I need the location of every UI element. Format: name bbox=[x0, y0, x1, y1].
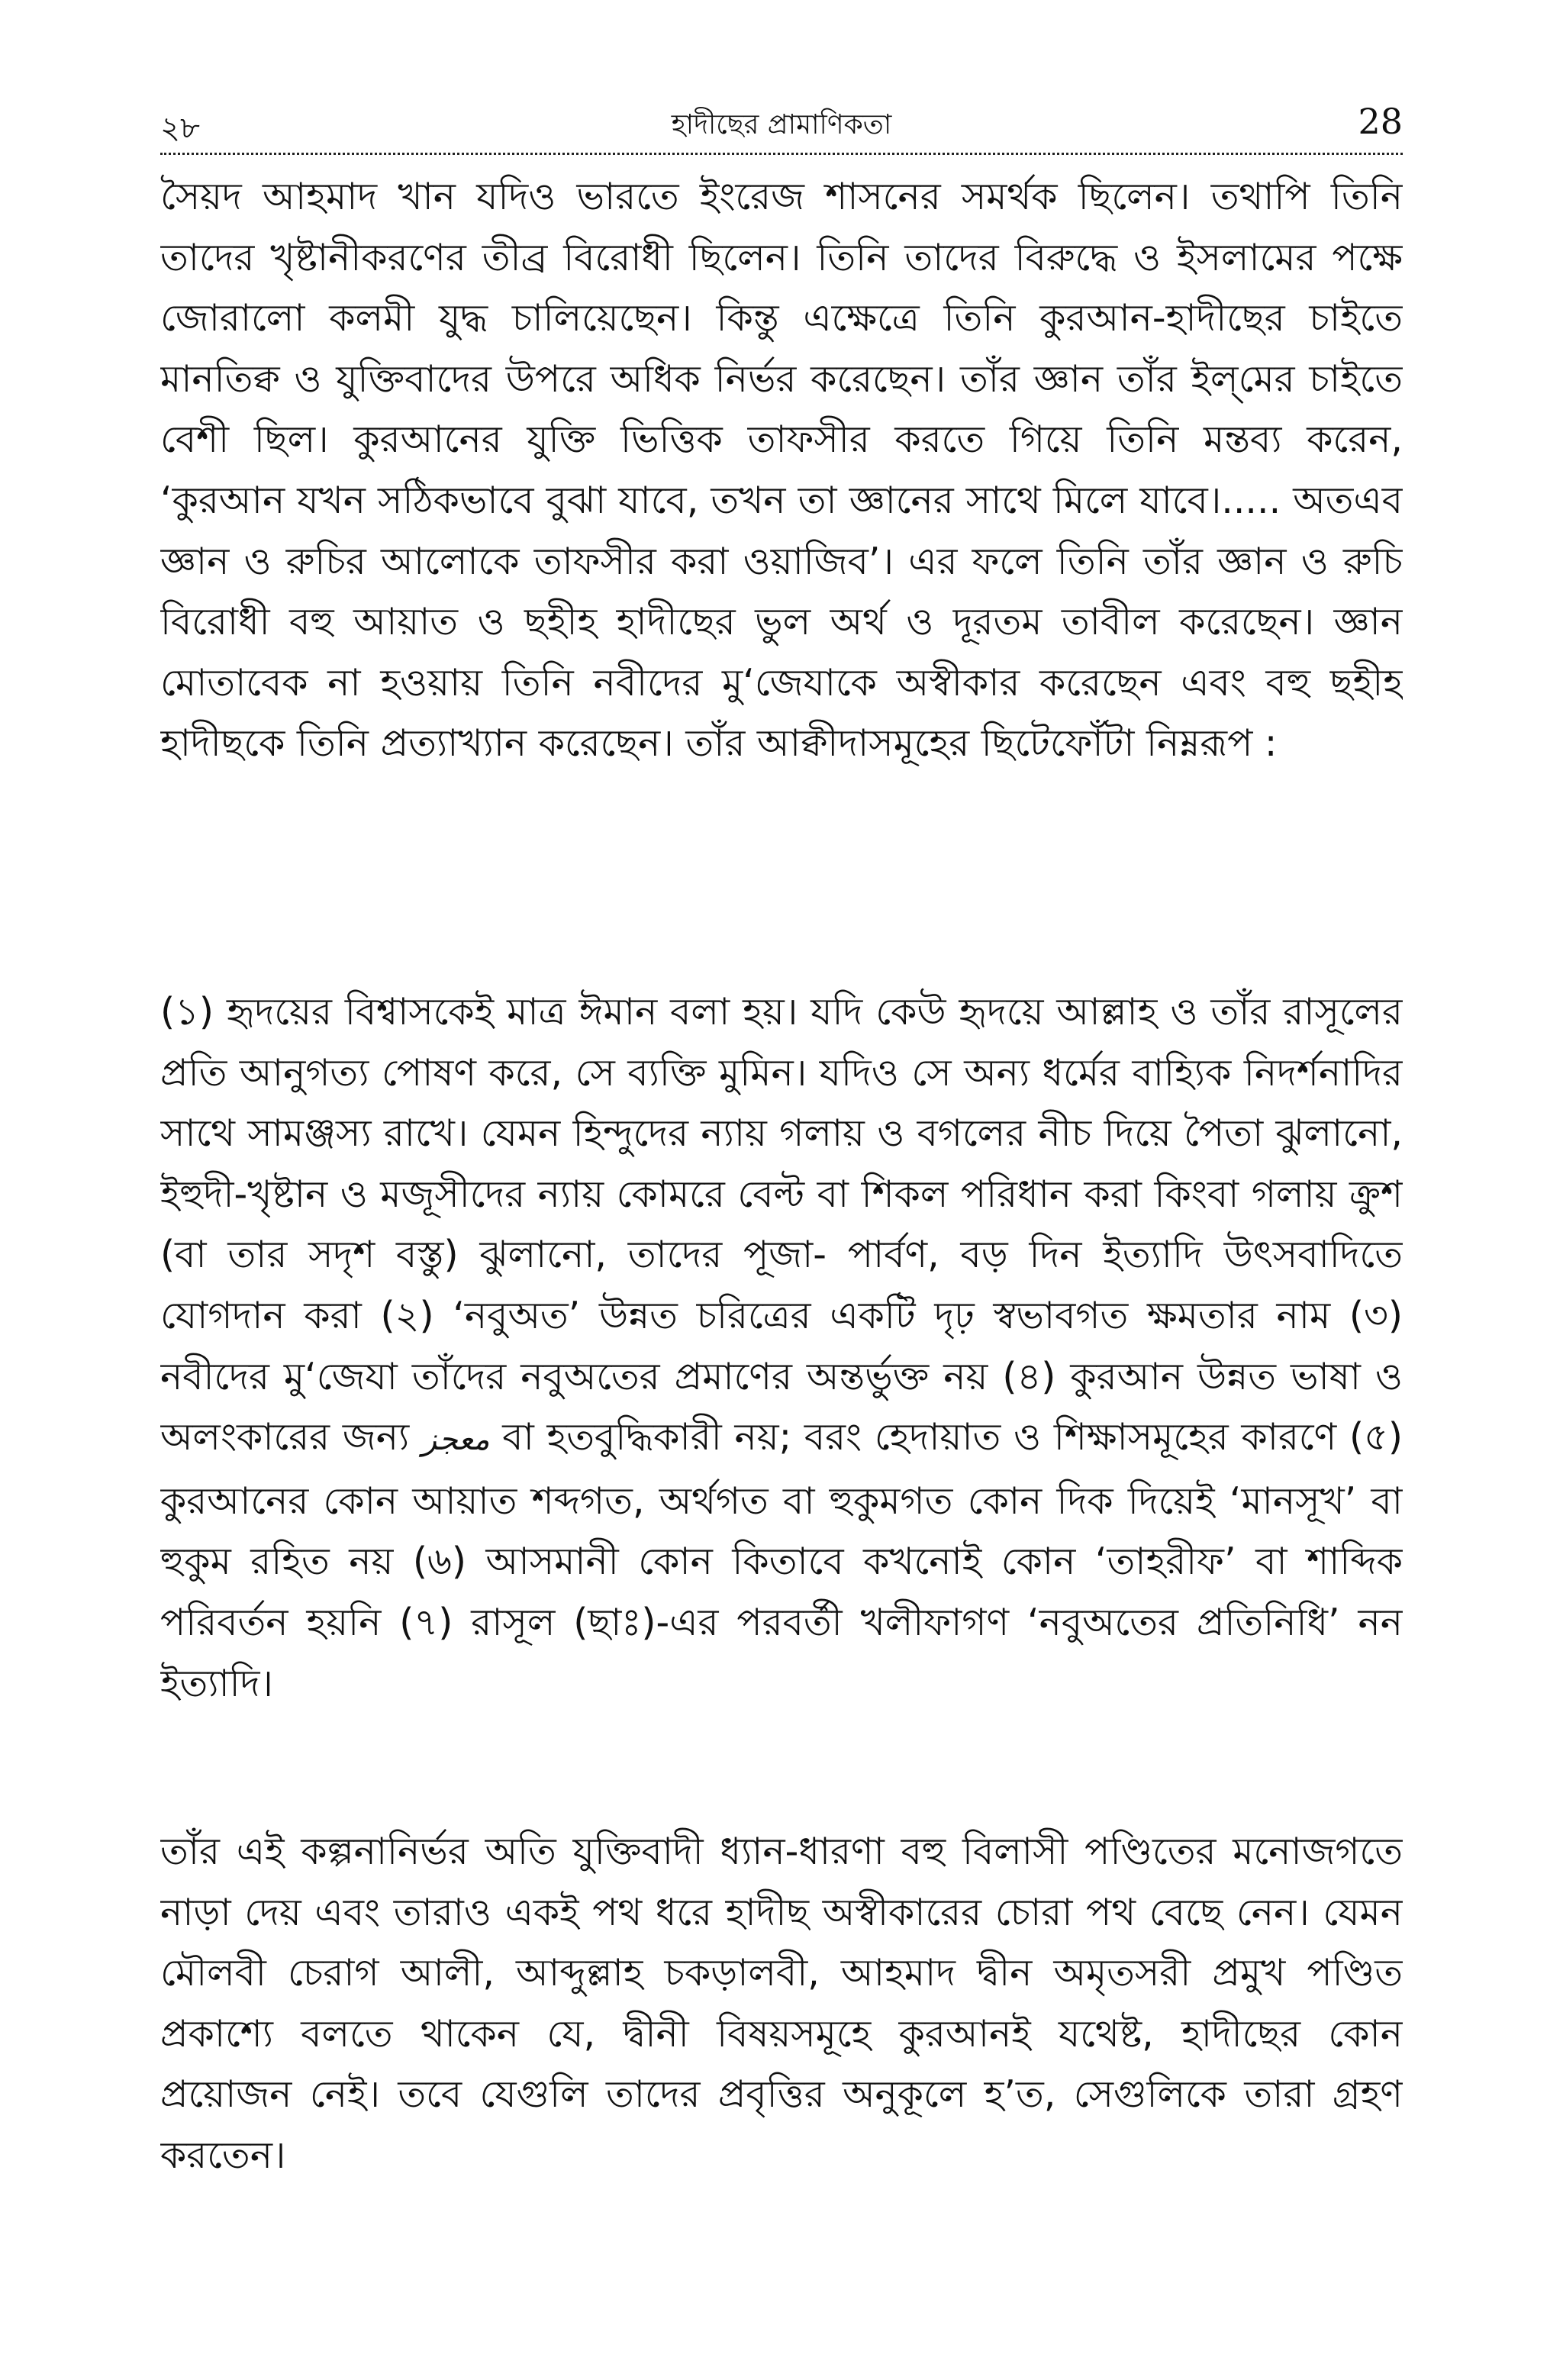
arabic-word: معجز bbox=[421, 1422, 490, 1458]
book-page bbox=[160, 98, 1403, 2264]
running-title: হাদীছের প্রামাণিকতা bbox=[671, 109, 892, 140]
body-text bbox=[160, 166, 1403, 2264]
header-dotted-rule bbox=[160, 153, 1403, 155]
page-number: 28 bbox=[1358, 101, 1403, 142]
paragraph-2 bbox=[160, 982, 1403, 1798]
page-number-bengali: ২৮ bbox=[160, 111, 200, 146]
paragraph-2-text-before: (১) হৃদয়ের বিশ্বাসকেই মাত্র ঈমান বলা হয়। যদি কেউ হৃদয়ে আল্লাহ ও তাঁর রাসূলের প্রতি আনুগত্য পোষণ করে, সে ব্যক্তি মুমিন। যদিও সে অন্য ধর্মের বাহ্যিক নিদর্শনাদির সাথে সামঞ্জস্য রাখে। যেমন হিন্দুদের ন্যায় গলায় ও বগলের নীচ দিয়ে পৈতা ঝুলানো, ইহুদী-খৃষ্টান ও মজূসীদের ন্যায় কোমরে বেল্ট বা শিকল পরিধান করা কিংবা গলায় ক্রুশ (বা তার সদৃশ বস্তু) ঝুলানো, তাদের পূজা- পার্বণ, বড় দিন ইত্যাদি উৎসবাদিতে যোগদান করা (২) ‘নবুঅত’ উন্নত চরিত্রের একটি দৃঢ় স্বভাবগত ক্ষমতার নাম (৩) নবীদের মু‘জেযা তাঁদের নবুঅতের প্রমাণের অন্তর্ভুক্ত নয় (৪) কুরআন উন্নত ভাষা ও অলংকারের জন্য bbox=[160, 990, 1403, 1459]
paragraph-2-text-after: বা হতবুদ্ধিকারী নয়; বরং হেদায়াত ও শিক্ষাসমূহের কারণে (৫) কুরআনের কোন আয়াত শব্দগত, অর্থগত বা হুকুমগত কোন দিক দিয়েই ‘মানসূখ’ বা হুকুম রহিত নয় (৬) আসমানী কোন কিতাবে কখনোই কোন ‘তাহরীফ’ বা শাব্দিক পরিবর্তন হয়নি (৭) রাসূল (ছাঃ)-এর পরবর্তী খলীফাগণ ‘নবুঅতের প্রতিনিধি’ নন ইত্যাদি। bbox=[160, 1415, 1403, 1705]
paragraph-1: সৈয়দ আহমাদ খান যদিও ভারতে ইংরেজ শাসনের সমর্থক ছিলেন। তথাপি তিনি তাদের খৃষ্টানীকরণের তীব্র বিরোধী ছিলেন। তিনি তাদের বিরুদ্ধে ও ইসলামের পক্ষে জোরালো কলমী যুদ্ধ চালিয়েছেন। কিন্তু এক্ষেত্রে তিনি কুরআন-হাদীছের চাইতে মানতিক্ব ও যুক্তিবাদের উপরে অধিক নির্ভর করেছেন। তাঁর জ্ঞান তাঁর ইল্‌মের চাইতে বেশী ছিল। কুরআনের যুক্তি ভিত্তিক তাফসীর করতে গিয়ে তিনি মন্তব্য করেন, ‘কুরআন যখন সঠিকভাবে বুঝা যাবে, তখন তা জ্ঞানের সাথে মিলে যাবে।..... অতএব জ্ঞান ও রুচির আলোকে তাফসীর করা ওয়াজিব’। এর ফলে তিনি তাঁর জ্ঞান ও রুচি বিরোধী বহু আয়াত ও ছহীহ হাদীছের ভুল অর্থ ও দূরতম তাবীল করেছেন। জ্ঞান মোতাবেক না হওয়ায় তিনি নবীদের মু‘জেযাকে অস্বীকার করেছেন এবং বহু ছহীহ হাদীছকে তিনি প্রত্যাখ্যান করেছেন। তাঁর আক্বীদাসমূহের ছিটেফোঁটা নিম্নরূপ : bbox=[160, 175, 1403, 766]
paragraph-3: তাঁর এই কল্পনানির্ভর অতি যুক্তিবাদী ধ্যান-ধারণা বহু বিলাসী পণ্ডিতের মনোজগতে নাড়া দেয় এবং তারাও একই পথ ধরে হাদীছ অস্বীকারের চোরা পথ বেছে নেন। যেমন মৌলবী চেরাগ আলী, আব্দুল্লাহ চকড়ালবী, আহমাদ দ্বীন অমৃতসরী প্রমুখ পণ্ডিত প্রকাশ্যে বলতে থাকেন যে, দ্বীনী বিষয়সমূহে কুরআনই যথেষ্ট, হাদীছের কোন প্রয়োজন নেই। তবে যেগুলি তাদের প্রবৃত্তির অনুকূলে হ’ত, সেগুলিকে তারা গ্রহণ করতেন। bbox=[160, 1830, 1403, 2177]
page-header bbox=[160, 98, 1403, 156]
